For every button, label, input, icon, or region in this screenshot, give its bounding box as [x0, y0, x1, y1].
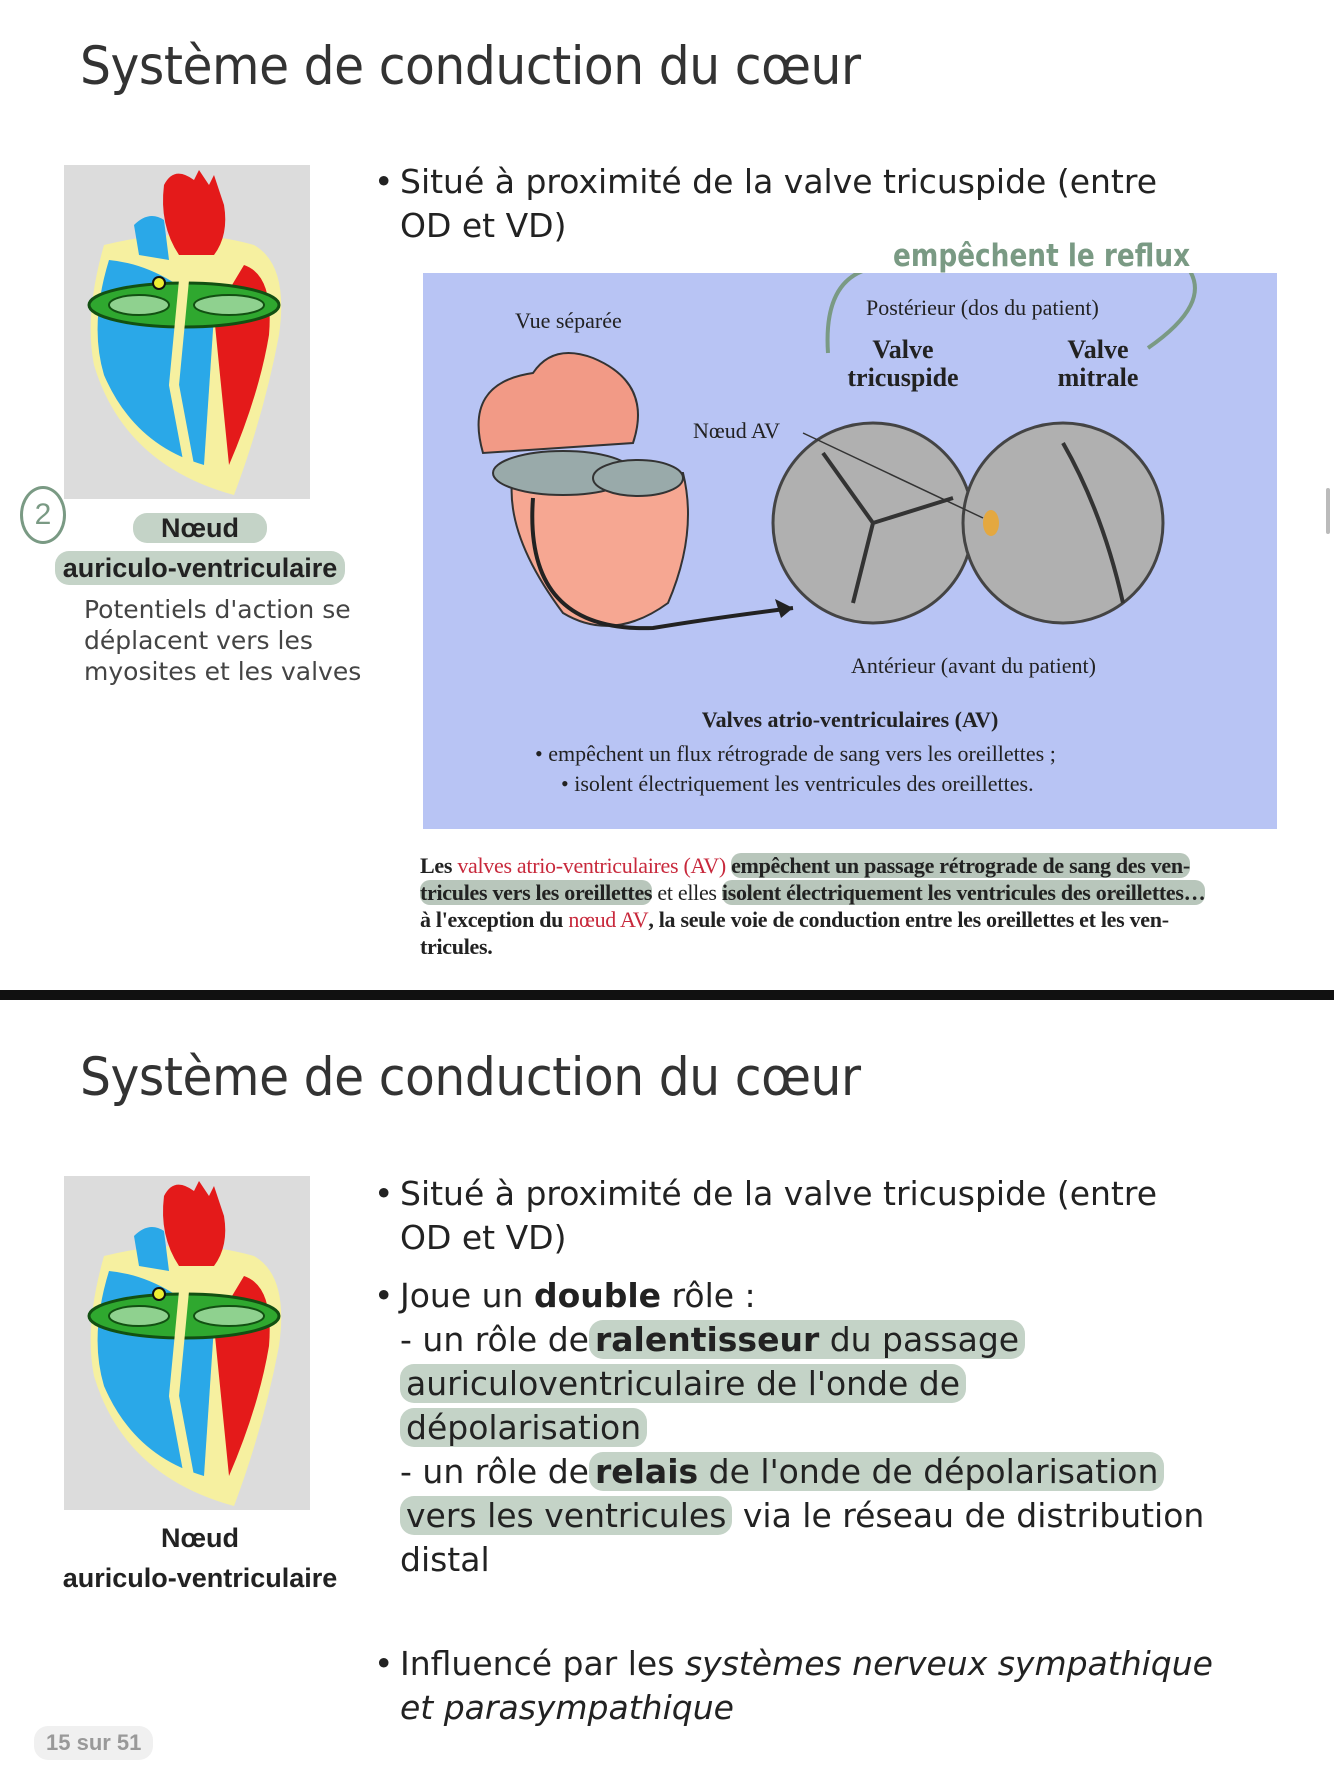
note-line: myosites et les valves — [84, 657, 362, 686]
node-label — [40, 1518, 360, 1598]
caption-red-text: nœud AV — [568, 907, 649, 932]
bullet-text: Situé à proximité de la valve tricuspide (entre — [400, 162, 1158, 201]
av-valves-figure — [423, 238, 1277, 829]
heart-diagram — [64, 165, 310, 499]
node-label-line1: Nœud — [161, 1523, 239, 1553]
figure-label-noeud: Nœud AV — [693, 418, 781, 443]
slide-divider — [0, 990, 1334, 1000]
slide-title: Système de conduction du cœur — [80, 1047, 861, 1108]
label-line: Valve — [872, 335, 934, 364]
bullet-text: Joue un — [400, 1276, 534, 1315]
bullet-text: OD et VD) — [400, 206, 567, 245]
caption-highlight: isolent électriquement les ventricules des oreillettes… — [721, 880, 1206, 905]
figure-label-anterieur: Antérieur (avant du patient) — [851, 653, 1096, 678]
label-line: tricuspide — [847, 363, 959, 392]
node-label-line1: Nœud — [133, 513, 267, 543]
handwritten-note — [84, 594, 361, 687]
bullet-list: • Situé à proximité de la valve tricuspide (entre OD et VD) • Joue un double rôle : - un rôle de ralentisseur du passage auriculoventriculaire de l'onde de dépolarisation - un rôle de relais de l'onde de dépolarisation vers les ventricules via le réseau de distribution distal • Influencé par les systèmes nerveux sympathique et parasympathique — [374, 1172, 1274, 1730]
bullet-text: - un rôle de — [400, 1320, 589, 1359]
note-line: déplacent vers les — [84, 626, 313, 655]
handwritten-annotation: empêchent le reflux — [893, 238, 1191, 274]
bullet-text: via le réseau de distribution — [732, 1496, 1205, 1535]
figure-heading: Valves atrio-ventriculaires (AV) — [701, 707, 999, 732]
bullet-text: de l'onde de dépolarisation — [698, 1452, 1159, 1491]
bullet-bold: double — [533, 1276, 662, 1315]
bullet-highlight: auriculoventriculaire de l'onde de — [400, 1364, 966, 1403]
caption-highlight: tricules vers les oreillettes — [420, 880, 653, 905]
bullet-italic: systèmes nerveux sympathique — [684, 1644, 1213, 1683]
valves-top-view — [773, 423, 1163, 623]
figure-label-posterieur: Postérieur (dos du patient) — [866, 295, 1099, 320]
bullet-bold: ralentisseur — [594, 1320, 820, 1359]
caption-text: tricules. — [420, 934, 493, 959]
bullet-text: distal — [400, 1540, 490, 1579]
caption-text: à l'exception du — [420, 907, 569, 932]
bullet-text: rôle : — [661, 1276, 756, 1315]
separated-view-illustration — [479, 353, 793, 628]
bullet-text: - un rôle de — [400, 1452, 589, 1491]
node-label-line2: auriculo-ventriculaire — [55, 551, 346, 585]
note-line: Potentiels d'action se — [84, 595, 351, 624]
label-line: mitrale — [1057, 363, 1139, 392]
bullet-bold: relais — [594, 1452, 699, 1491]
heart-diagram — [64, 1176, 310, 1510]
page-indicator: 15 sur 51 — [34, 1726, 153, 1760]
bullet-highlight: dépolarisation — [400, 1408, 647, 1447]
caption-text: Les — [420, 853, 458, 878]
figure-point: • isolent électriquement les ventricules des oreillettes. — [561, 771, 1034, 796]
bullet-text: OD et VD) — [400, 1218, 567, 1257]
figure-label-vue: Vue séparée — [515, 308, 622, 333]
bullet-location: • Situé à proximité de la valve tricuspide (entre OD et VD) — [374, 160, 1274, 248]
bullet-italic: et parasympathique — [400, 1688, 734, 1727]
scrollbar-thumb[interactable] — [1326, 488, 1330, 534]
caption-red-text: valves atrio-ventriculaires (AV) — [457, 853, 726, 878]
label-line: Valve — [1067, 335, 1129, 364]
bullet-text: du passage — [819, 1320, 1020, 1359]
figure-label-tricuspide — [833, 336, 973, 392]
bullet-text: Influencé par les — [400, 1644, 685, 1683]
slide-title: Système de conduction du cœur — [80, 36, 861, 97]
node-label — [40, 508, 360, 588]
caption-highlight: empêchent un passage rétrograde de sang des ven- — [731, 853, 1190, 878]
node-label-line2: auriculo-ventriculaire — [62, 1563, 338, 1593]
caption-text: et elles — [652, 880, 722, 905]
bullet-highlight: vers les ventricules — [400, 1496, 732, 1535]
annotation-arrow — [1148, 273, 1195, 348]
figure-label-mitrale — [1043, 336, 1153, 392]
figure-point: • empêchent un flux rétrograde de sang vers les oreillettes ; — [535, 741, 1056, 766]
circle-number-annotation: 2 — [20, 486, 66, 544]
caption-text: , la seule voie de conduction entre les oreillettes et les ven- — [648, 907, 1169, 932]
figure-caption — [420, 852, 1280, 960]
bullet-text: Situé à proximité de la valve tricuspide (entre — [400, 1174, 1158, 1213]
